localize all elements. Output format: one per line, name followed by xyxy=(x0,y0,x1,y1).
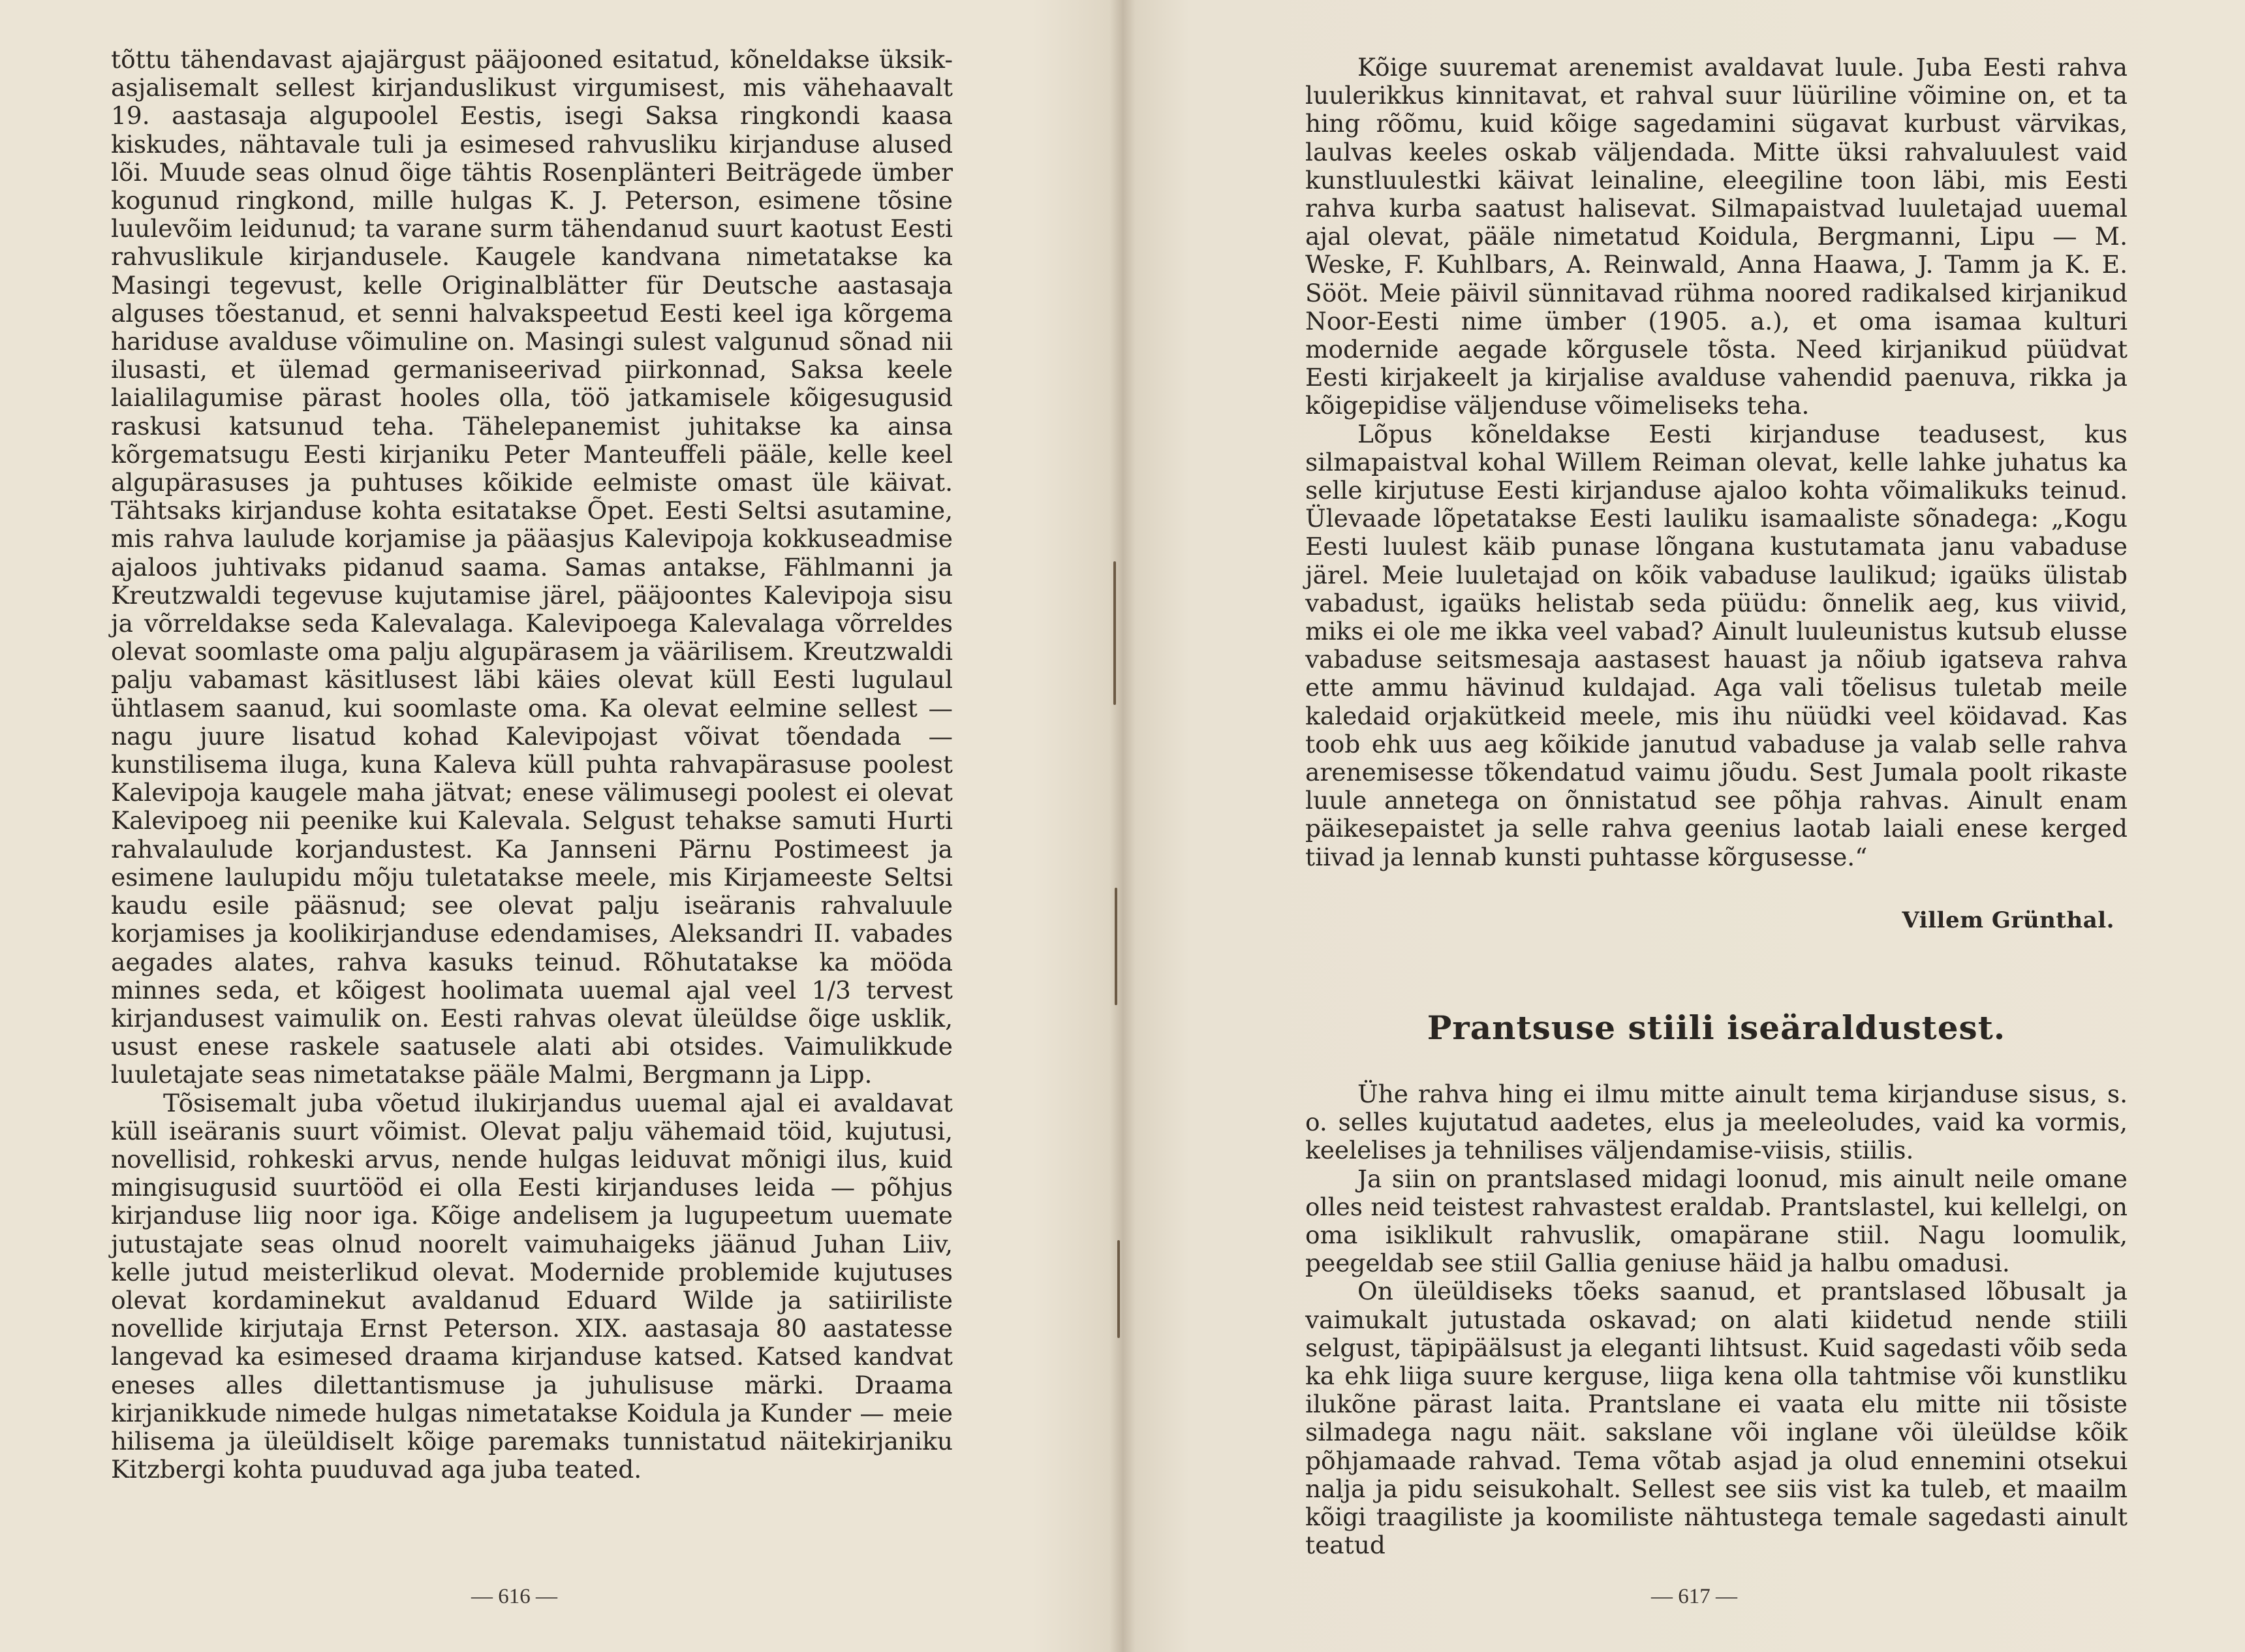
binding-stitch xyxy=(1117,1240,1120,1338)
paragraph: Ühe rahva hing ei ilmu mitte ainult tema kirjanduse sisus, s. o. selles kujutatud aadetes, elus ja meeleoludes, vaid ka vormis, keelelises ja tehnilises väljendamise-viisis, stiilis. xyxy=(1305,1080,2128,1165)
left-page-text xyxy=(111,46,953,1484)
paragraph: Kõige suuremat arenemist avaldavat luule. Juba Eesti rahva luulerikkus kinnitavat, et rahval suur lüüriline võimine on, et ta hing rõõmu, kuid kõige sagedamini sügavat kurbust värvikas, laulvas keeles oskab väljendada. Mitte üksi rahvaluulest vaid kunstluulestki käivat leinaline, eleegiline toon läbi, mis Eesti rahva kurba saatust halisevat. Silmapaistvad luuletajad uuemal ajal olevat, pääle nimetatud Koidula, Bergmanni, Lipu — M. Weske, F. Kuhlbars, A. Reinwald, Anna Haawa, J. Tamm ja K. E. Sööt. Meie päivil sünnitavad rühma noored radikalsed kirjanikud Noor-Eesti nime ümber (1905. a.), et oma isamaa kulturi modernide aegade kõrgusele tõsta. Need kirjanikud püüdvat Eesti kirjakeelt ja kirjalise avalduse vahendid paenuva, rikka ja kõigepidise väljenduse võimeliseks teha. xyxy=(1305,53,2128,420)
paragraph: Ja siin on prantslased midagi loonud, mis ainult neile omane olles neid teistest rahvastest eraldab. Prantslastel, kui kellelgi, on oma isiklikult rahvuslik, omapärane stiil. Nagu loomulik, peegeldab see stiil Gallia geniuse häid ja halbu omadusi. xyxy=(1305,1164,2128,1278)
left-page xyxy=(0,0,1122,1652)
right-page xyxy=(1122,0,2245,1652)
page-number: — 616 — xyxy=(471,1585,557,1608)
paragraph: On üleüldiseks tõeks saanud, et prantslased lõbusalt ja vaimukalt jutustada oskavad; on alati kiidetud nende stiili selgust, täpipäälsust ja eleganti lihtsust. Kuid sagedasti võib seda ka ehk liiga suure kerguse, liiga kena olla tahtmise või kunstliku ilukõne pärast laita. Prantslane ei vaata elu mitte nii tõsiste silmadega nagu näit. sakslane või inglane või üleüldse kõik põhjamaade rahvad. Tema võtab asjad ja olud ennemini otsekui nalja ja pidu seisukohalt. Sellest see siis vist ka tuleb, et maailm kõigi traagiliste ja koomiliste nähtustega temale sagedasti ainult teatud xyxy=(1305,1277,2128,1560)
book-gutter xyxy=(1109,0,1136,1652)
paragraph: Lõpus kõneldakse Eesti kirjanduse teadusest, kus silmapaistval kohal Willem Reiman olevat, kelle lahke juhatus ka selle kirjutuse Eesti kirjanduse ajaloo kohta võimalikuks teinud. Ülevaade lõpetatakse Eesti lauliku isamaaliste sõnadega: „Kogu Eesti luulest käib punase lõngana kustutamata janu vabaduse järel. Meie luuletajad on kõik vabaduse laulikud; igaüks ülistab vabadust, igaüks helistab seda püüdu: õnnelik aeg, kus viivid, miks ei ole me ikka veel vabad? Ainult luuleunistus kutsub elusse vabaduse seitsmesaja aastasest hauast ja nõiub igatseva rahva ette ammu hävinud kuldajad. Aga vali tõelisus tuletab meile kaledaid orjakütkeid meele, mis ihu nüüdki veel köidavad. Kas toob ehk uus aeg kõikide janutud vabaduse ja valab selle rahva arenemisesse tõkendatud vaimu jõudu. Sest Jumala poolt rikaste luule annetega on õnnistatud see põhja rahvas. Ainult enam päikesepaistet ja selle rahva geenius laotab laiali enese kerged tiivad ja lennab kunsti puhtasse kõrgusesse.“ xyxy=(1305,419,2128,871)
page-number: — 617 — xyxy=(1651,1585,1737,1608)
article-title: Prantsuse stiili iseäraldustest. xyxy=(1427,1008,2006,1047)
right-page-text-bottom xyxy=(1305,1080,2128,1559)
binding-stitch xyxy=(1113,561,1116,705)
right-page-text-top xyxy=(1305,54,2128,871)
binding-stitch xyxy=(1115,888,1117,1005)
paragraph: tõttu tähendavast ajajärgust pääjooned esitatud, kõneldakse üksik-asjalisemalt sellest kirjanduslikust virgumisest, mis vähehaavalt 19. aastasaja algupoolel Eestis, isegi Saksa ringkondi kaasa kiskudes, nähtavale tuli ja esimesed rahvusliku kirjanduse alused lõi. Muude seas olnud õige tähtis Rosenplänteri Beiträgede ümber kogunud ringkond, mille hulgas K. J. Peterson, esimene tõsine luulevõim leidunud; ta varane surm tähendanud suurt kaotust Eesti rahvuslikule kirjandusele. Kaugele kandvana nimetatakse ka Masingi tegevust, kelle Originalblätter für Deutsche aastasaja alguses tõestanud, et senni halvakspeetud Eesti keel iga kõrgema hariduse avalduse võimuline on. Masingi sulest valgunud sõnad nii ilusasti, et ülemad germaniseerivad piirkonnad, Saksa keele laialilagumise pärast hooles olla, töö jatkamisele kõigesugusid raskusi katsunud teha. Tähelepanemist juhitakse ka ainsa kõrgematsugu Eesti kirjaniku Peter Manteuffeli pääle, kelle keel algupärasuses ja puhtuses kõikide eelmiste omast üle käivat. Tähtsaks kirjanduse kohta esitatakse Õpet. Eesti Seltsi asutamine, mis rahva laulude korjamise ja pääasjus Kalevipoja kokkuseadmise ajaloos juhtivaks pidanud saama. Samas antakse, Fählmanni ja Kreutzwaldi tegevuse kujutamise järel, pääjoontes Kalevipoja sisu ja võrreldakse seda Kalevalaga. Kalevipoega Kalevalaga võrreldes olevat soomlaste oma palju algupärasem ja väärilisem. Kreutzwaldi palju vabamast käsitlusest läbi käies olevat küll Eesti lugulaul ühtlasem saanud, kui soomlaste oma. Ka olevat eelmine sellest — nagu juure lisatud kohad Kalevipojast võivat tõendada — kunstilisema iluga, kuna Kaleva küll puhta rahvapärasuse poolest Kalevipoja kaugele maha jätvat; enese välimusegi poolest ei olevat Kalevipoeg nii peenike kui Kalevala. Selgust tehakse samuti Hurti rahvalaulude korjandustest. Ka Jannseni Pärnu Postimeest ja esimene laulupidu mõju tuletatakse meele, mis Kirjameeste Seltsi kaudu esile pääsnud; see olevat palju iseäranis rahvaluule korjamises ja koolikirjanduse edendamises, Aleksandri II. vabades aegades alates, rahva kasuks teinud. Rõhutatakse ka mööda minnes seda, et kõigest hoolimata uuemal ajal veel 1/3 tervest kirjandusest vaimulik on. Eesti rahvas olevat üleüldse õige usklik, usust enese raskele saatusele alati abi otsides. Vaimulikkude luuletajate seas nimetatakse pääle Malmi, Bergmann ja Lipp. xyxy=(111,45,953,1089)
paragraph: Tõsisemalt juba võetud ilukirjandus uuemal ajal ei avaldavat küll iseäranis suurt võimist. Olevat palju vähemaid töid, kujutusi, novellisid, rohkeski arvus, nende hulgas leiduvat mõnigi ilus, kuid mingisugusid suurtööd ei olla Eesti kirjanduses leida — põhjus kirjanduse liig noor iga. Kõige andelisem ja lugupeetum uuemate jutustajate seas olnud noorelt vaimuhaigeks jäänud Juhan Liiv, kelle jutud meisterlikud olevat. Modernide problemide kujutuses olevat kordaminekut avaldanud Eduard Wilde ja satiiriliste novellide kirjutaja Ernst Peterson. XIX. aastasaja 80 aastatesse langevad ka esimesed draama kirjanduse katsed. Katsed kandvat eneses alles dilettantismuse ja juhulisuse märki. Draama kirjanikkude nimede hulgas nimetatakse Koidula ja Kunder — meie hilisema ja üleüldiselt kõige paremaks tunnistatud näitekirjaniku Kitzbergi kohta puuduvad aga juba teated. xyxy=(111,1088,953,1484)
author-signature: Villem Grünthal. xyxy=(1902,907,2114,933)
